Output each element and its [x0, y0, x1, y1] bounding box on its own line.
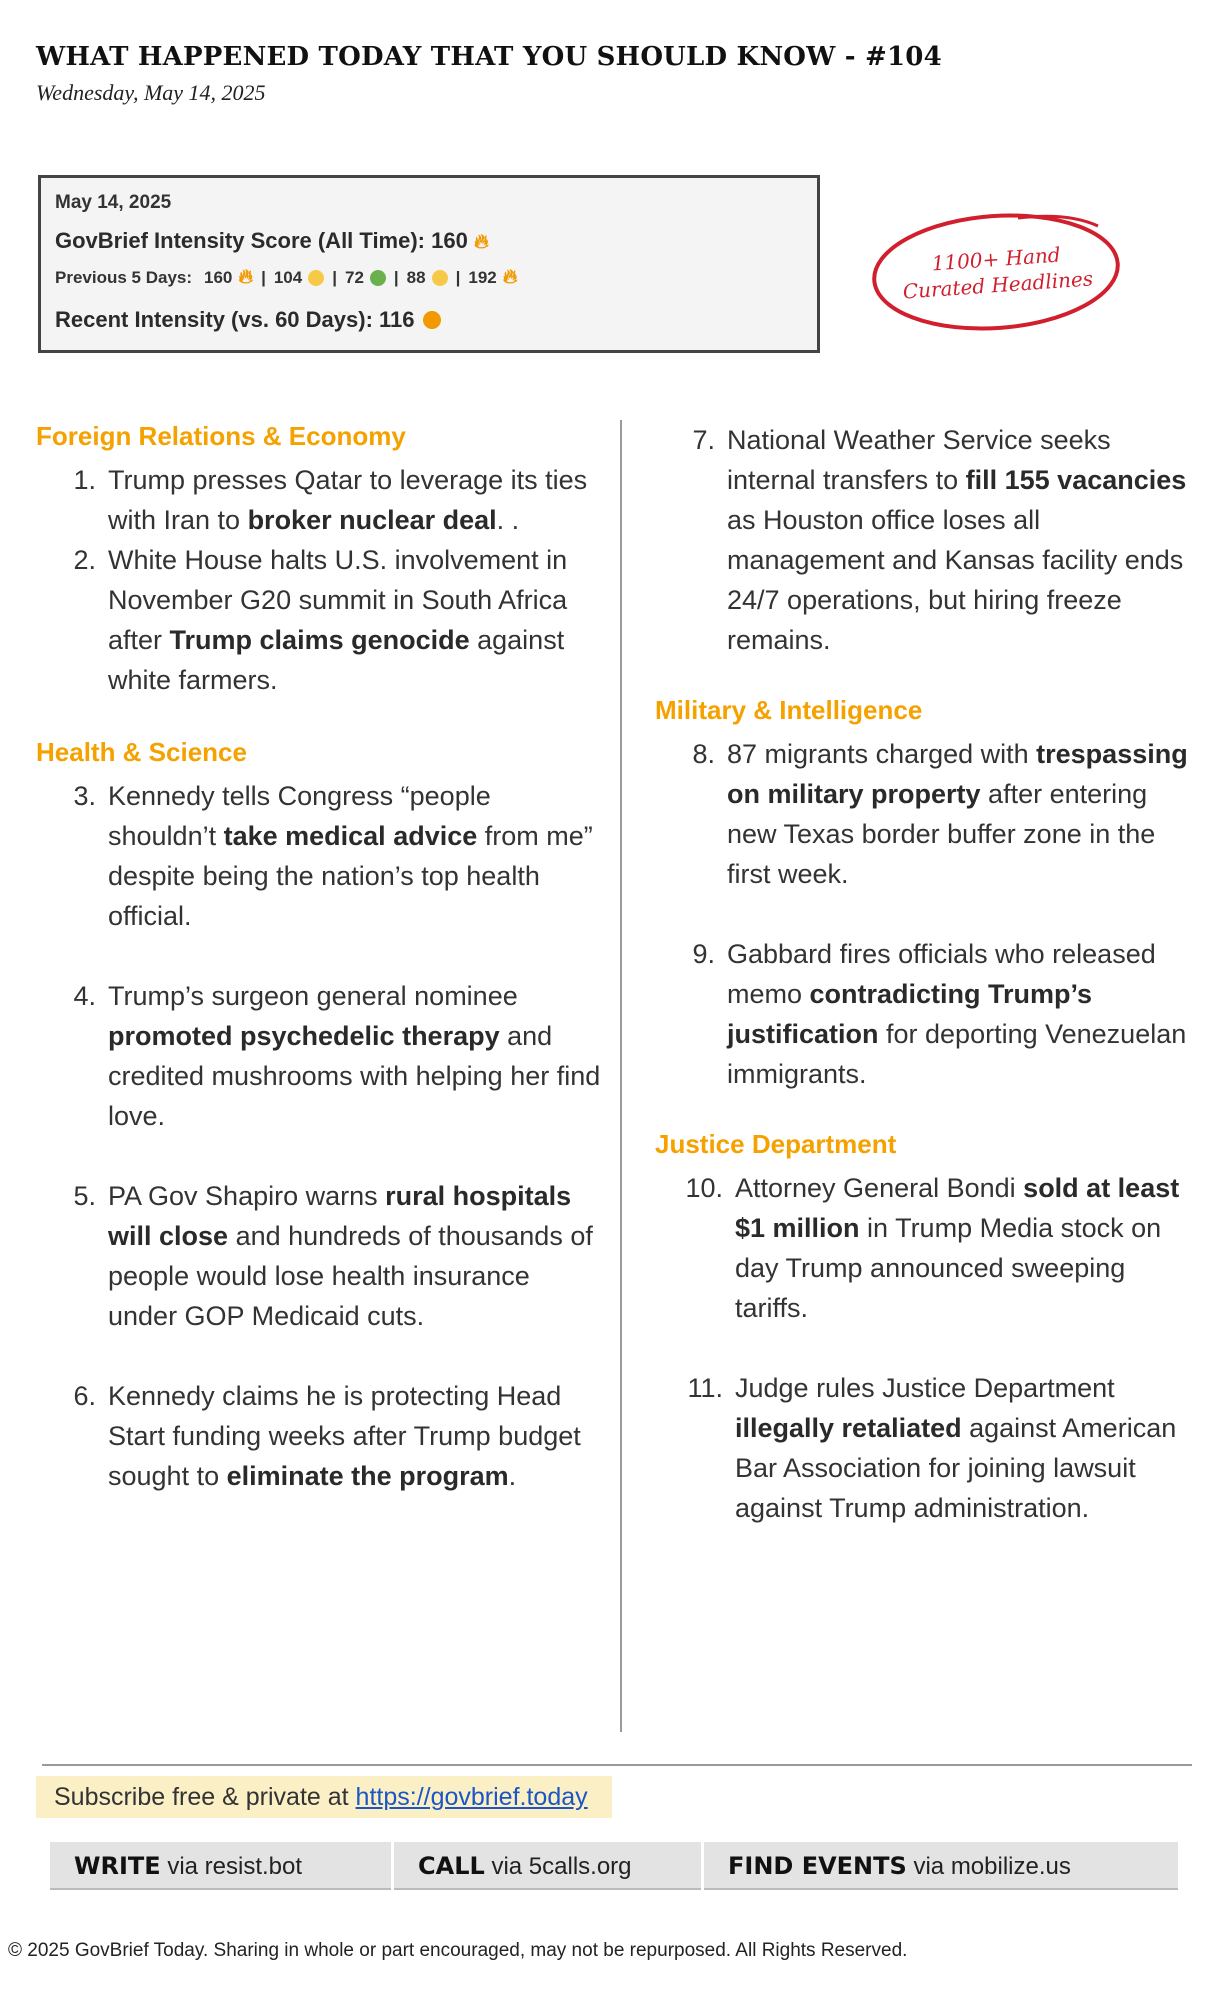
stamp-line-1: 1100+ Hand — [930, 242, 1062, 276]
left-column — [36, 420, 606, 1496]
recent-intensity — [55, 307, 803, 333]
action-bar — [50, 1842, 1178, 1890]
list-item: 9. Gabbard fires officials who released memo contradicting Trump’s justification for deporting Venezuelan immigrants. — [692, 939, 1187, 1089]
yellow-dot-icon — [432, 270, 448, 286]
flame-icon: 🔥︎ — [473, 231, 489, 253]
write-action[interactable]: WRITE via resist.bot — [50, 1842, 394, 1890]
subscribe-link[interactable]: https://govbrief.today — [355, 1783, 588, 1811]
section-title-justice: Justice Department — [655, 1129, 897, 1159]
stamp-line-2: Curated Headlines — [902, 266, 1094, 304]
section-title-health: Health & Science — [36, 737, 247, 767]
prev-score-2: 104 — [273, 267, 303, 287]
page-title: WHAT HAPPENED TODAY THAT YOU SHOULD KNOW - #104 — [36, 42, 942, 72]
subscribe-banner — [36, 1776, 612, 1818]
recent-intensity-label: Recent Intensity (vs. 60 Days): 116 — [55, 307, 415, 332]
copyright-footer: © 2025 GovBrief Today. Sharing in whole or part encouraged, may not be repurposed. All Rights Reserved. — [8, 1940, 908, 1961]
section-title-military: Military & Intelligence — [655, 695, 923, 725]
list-item: 3. Kennedy tells Congress “people shouldn’t take medical advice from me” despite being the nation’s top health official. — [73, 781, 593, 931]
all-time-score — [55, 228, 803, 254]
previous-days-label: Previous 5 Days: — [55, 267, 193, 287]
prev-score-5: 192 — [468, 267, 497, 287]
list-item: 7. National Weather Service seeks internal transfers to fill 155 vacancies as Houston office loses all management and Kansas facility ends 24/7 operations, but hiring freeze remains. — [692, 425, 1187, 655]
list-item: 11. Judge rules Justice Department illegally retaliated against American Bar Association for joining lawsuit against Trump administration. — [687, 1373, 1177, 1523]
list-item: 4. Trump’s surgeon general nominee promoted psychedelic therapy and credited mushrooms with helping her find love. — [73, 981, 601, 1131]
previous-days-scores: Previous 5 Days: 160 🔥︎ | 104 | 72 | 88 | 192 🔥︎ — [55, 266, 518, 288]
call-action[interactable]: CALL via 5calls.org — [394, 1842, 704, 1890]
orange-dot-icon — [423, 311, 441, 329]
all-time-score-label: GovBrief Intensity Score (All Time): 160 — [55, 228, 468, 253]
flame-icon: 🔥︎ — [238, 266, 254, 288]
prev-score-4: 88 — [406, 267, 426, 287]
green-dot-icon — [370, 270, 386, 286]
list-item: 8. 87 migrants charged with trespassing on military property after entering new Texas border buffer zone in the first week. — [692, 739, 1188, 889]
page-date: Wednesday, May 14, 2025 — [36, 80, 266, 105]
subscribe-text: Subscribe free & private at — [54, 1783, 356, 1811]
footer-divider — [42, 1764, 1192, 1766]
intensity-score-box — [38, 175, 820, 353]
prev-score-3: 72 — [344, 267, 364, 287]
list-item: 10. Attorney General Bondi sold at least $1 million in Trump Media stock on day Trump announced sweeping tariffs. — [685, 1173, 1180, 1323]
list-item: 6. Kennedy claims he is protecting Head Start funding weeks after Trump budget sought to eliminate the program. — [73, 1381, 581, 1491]
right-column — [655, 420, 1200, 1528]
hand-curated-stamp — [868, 208, 1126, 336]
column-divider — [620, 420, 622, 1732]
list-item: 2. White House halts U.S. involvement in November G20 summit in South Africa after Trump claims genocide against white farmers. — [73, 545, 568, 695]
list-item: 1. Trump presses Qatar to leverage its ties with Iran to broker nuclear deal. . — [73, 465, 588, 535]
flame-icon: 🔥︎ — [502, 266, 518, 288]
find-events-action[interactable]: FIND EVENTS via mobilize.us — [728, 1852, 1071, 1880]
score-date: May 14, 2025 — [55, 192, 172, 213]
section-title-foreign: Foreign Relations & Economy — [36, 421, 406, 451]
list-item: 5. PA Gov Shapiro warns rural hospitals will close and hundreds of thousands of people would lose health insurance under GOP Medicaid cuts. — [73, 1181, 593, 1331]
prev-score-1: 160 — [204, 267, 233, 287]
yellow-dot-icon — [308, 270, 324, 286]
